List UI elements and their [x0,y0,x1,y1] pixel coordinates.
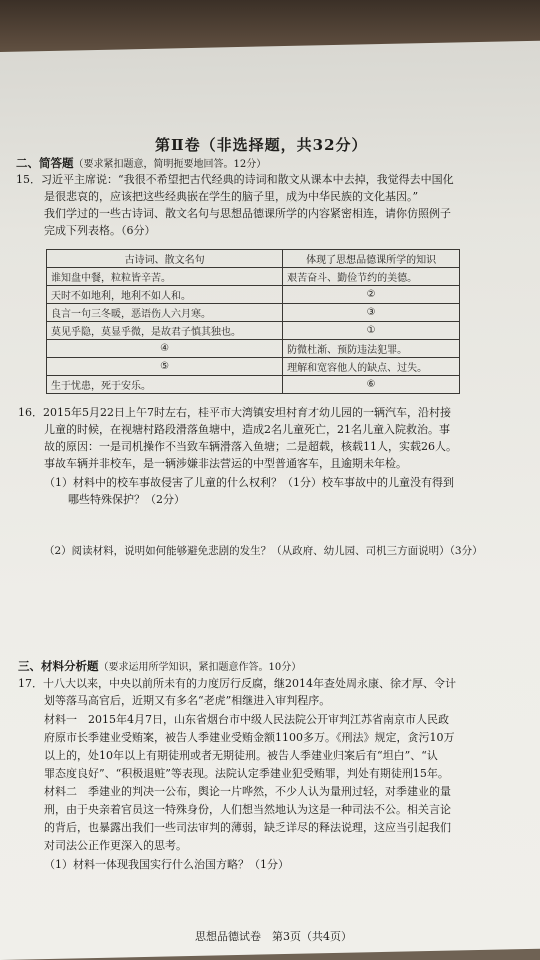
q17-line8: 刑，由于央亲着官员这一特殊身份，人们想当然地认为这是一种司法不公。相关言论 [44,803,451,816]
table-row [47,358,460,376]
q17-line3: 材料一 2015年4月7日，山东省烟台市中级人民法院公开审判江苏省南京市人民政 [44,713,449,726]
section-2-heading: 二、简答题 [16,156,74,170]
section-3-instruction: （要求运用所学知识，紧扣题意作答。10分） [98,662,302,673]
table-header-poem: 古诗词、散文名句 [47,250,283,268]
q16-line4: 事故车辆并非校车，是一辆涉嫌非法营运的中型普通客车，且逾期未年检。 [44,457,407,470]
table-cell-poem: 谁知盘中餐，粒粒皆辛苦。 [47,268,283,286]
q17-line1: 17．十八大以来，中央以前所未有的力度厉行反腐，继2014年查处周永康、徐才厚、令计 [18,677,456,690]
table-cell-knowledge: 艰苦奋斗、勤俭节约的美德。 [283,268,460,286]
table-row [47,340,460,358]
q15-line1: 15．习近平主席说：“我很不希望把古代经典的诗词和散文从课本中去掉，我觉得去中国化 [16,173,454,186]
section-3-heading: 三、材料分析题 [18,659,99,673]
table-header-row [47,250,460,268]
poem-table [46,249,460,394]
table-cell-knowledge: ③ [283,304,460,322]
table-cell-knowledge: ⑥ [283,376,460,394]
table-cell-knowledge: ② [283,286,460,304]
table-cell-poem: 天时不如地利，地利不如人和。 [47,286,283,304]
q15-line3: 我们学过的一些古诗词、散文名句与思想品德课所学的内容紧密相连，请你仿照例子 [44,207,451,220]
table-cell-poem: ⑤ [47,358,283,376]
table-row [47,322,460,340]
table-row [47,376,460,394]
page-title: 第Ⅱ卷（非选择题，共32分） [155,136,368,154]
section-3-header [18,659,301,675]
section-2-header [16,156,266,172]
table-cell-knowledge: 防微杜渐、预防违法犯罪。 [283,340,460,358]
q17-line6: 罪态度良好”、“积极退赃”等表现。法院认定季建业犯受贿罪，判处有期徒刑15年。 [44,767,449,780]
q16-line3: 故的原因：一是司机操作不当致车辆滑落入鱼塘；二是超载，核载11人，实载26人。 [44,440,457,453]
q17-line4: 府原市长季建业受贿案，被告人季建业受贿金额1100多万。《刑法》规定，贪污10万 [44,731,455,744]
table-cell-poem: 莫见乎隐，莫显乎微，是故君子慎其独也。 [47,322,283,340]
q16-sub2: （2）阅读材料，说明如何能够避免悲剧的发生？（从政府、幼儿园、司机三方面说明）（3分） [44,545,483,557]
table-header-knowledge: 体现了思想品德课所学的知识 [283,250,460,268]
table-cell-knowledge: ① [283,322,460,340]
page-footer: 思想品德试卷 第3页（共4页） [195,930,352,943]
table-cell-poem: 生于忧患，死于安乐。 [47,376,283,394]
section-2-instruction: （要求紧扣题意，简明扼要地回答。12分） [73,159,267,170]
table-row [47,286,460,304]
table-cell-knowledge: 理解和宽容他人的缺点、过失。 [283,358,460,376]
q17-line5: 以上的，处10年以上有期徒刑或者无期徒刑。被告人季建业归案后有“坦白”、“认 [44,749,438,762]
q17-line7: 材料二 季建业的判决一公布，舆论一片哗然，不少人认为量刑过轻，对季建业的量 [44,785,451,798]
table-cell-poem: 良言一句三冬暖，恶语伤人六月寒。 [47,304,283,322]
q16-sub1-line1: （1）材料中的校车事故侵害了儿童的什么权利？（1分）校车事故中的儿童没有得到 [44,476,454,489]
q17-line9: 的背后，也暴露出我们一些司法审判的薄弱，缺乏详尽的释法说理，这应当引起我们 [44,821,451,834]
q16-line2: 儿童的时候，在视塘村路段滑落鱼塘中，造成2名儿童死亡，21名儿童入院救治。事 [44,423,450,436]
table-cell-poem: ④ [47,340,283,358]
q17-line10: 对司法公正作更深入的思考。 [44,839,187,852]
q15-line2: 是很悲哀的，应该把这些经典嵌在学生的脑子里，成为中华民族的文化基因。” [44,190,419,203]
q16-sub1-line2: 哪些特殊保护？（2分） [68,493,185,506]
table-row [47,268,460,286]
q17-line2: 划等落马高官后，近期又有多名“老虎”相继进入审判程序。 [44,694,331,707]
q17-sub1: （1）材料一体现我国实行什么治国方略？（1分） [44,858,289,871]
q16-line1: 16．2015年5月22日上午7时左右，桂平市大湾镇安坦村育才幼儿园的一辆汽车，沿村接 [18,406,451,419]
table-row [47,304,460,322]
q15-line4: 完成下列表格。（6分） [44,224,156,237]
